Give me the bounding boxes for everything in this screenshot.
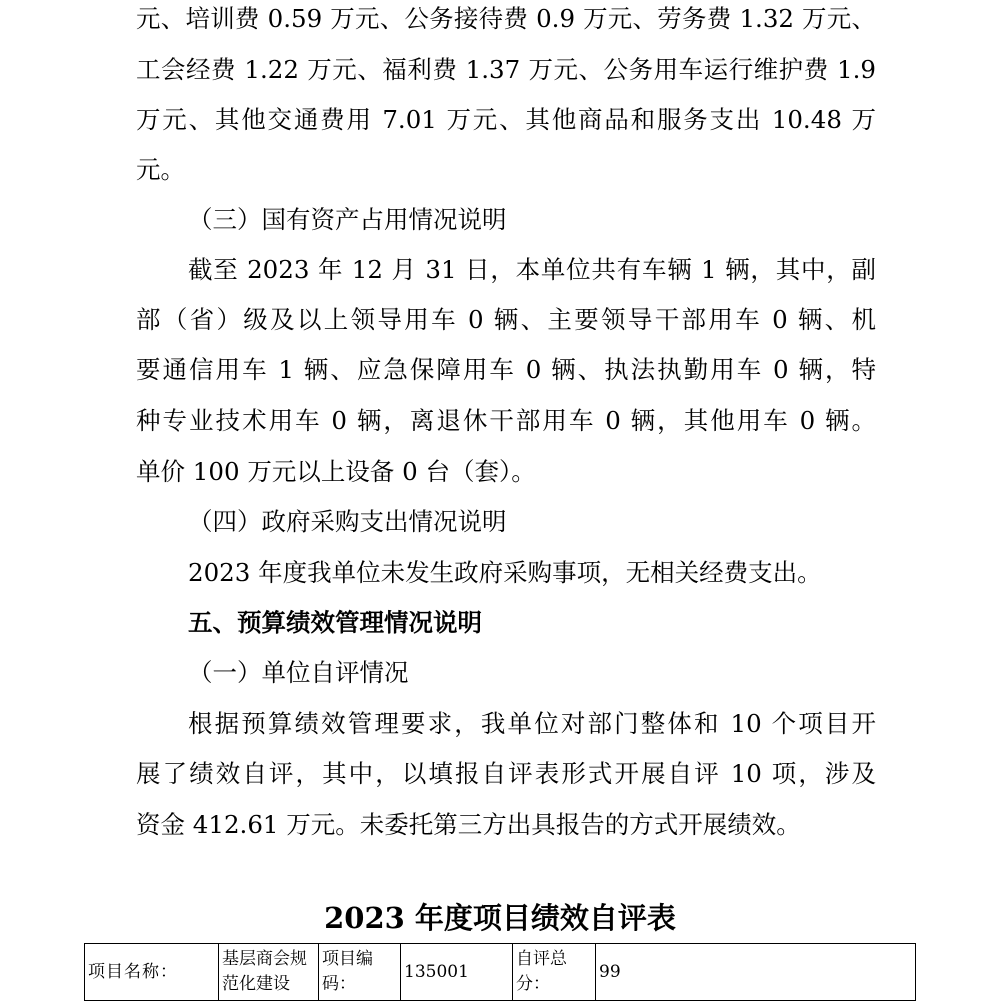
paragraph-line: 资金 412.61 万元。未委托第三方出具报告的方式开展绩效。: [136, 810, 801, 839]
paragraph-line: 元。: [136, 155, 185, 184]
paragraph-line: 要通信用车 1 辆、应急保障用车 0 辆、执法执勤用车 0 辆，特: [136, 355, 876, 384]
project-score-table: [84, 943, 916, 1001]
section-heading: 五、预算绩效管理情况说明: [188, 608, 482, 637]
self-score-value: 99: [596, 944, 916, 1001]
paragraph-line: 展了绩效自评，其中，以填报自评表形式开展自评 10 项，涉及: [136, 759, 876, 788]
section-heading: （三）国有资产占用情况说明: [188, 205, 507, 234]
table-title: 2023 年度项目绩效自评表: [324, 901, 676, 935]
section-heading: （四）政府采购支出情况说明: [188, 507, 507, 536]
paragraph-line: 2023 年度我单位未发生政府采购事项，无相关经费支出。: [188, 558, 822, 587]
self-score-label: 自评总分：: [513, 944, 596, 1001]
paragraph-line: 单价 100 万元以上设备 0 台（套）。: [136, 457, 536, 486]
paragraph-line: 工会经费 1.22 万元、福利费 1.37 万元、公务用车运行维护费 1.9: [136, 55, 876, 84]
paragraph-line: 种专业技术用车 0 辆，离退休干部用车 0 辆，其他用车 0 辆。: [136, 406, 876, 435]
paragraph-line: 根据预算绩效管理要求，我单位对部门整体和 10 个项目开: [188, 709, 876, 738]
project-name-label: 项目名称：: [85, 944, 219, 1001]
project-code-label: 项目编码：: [319, 944, 401, 1001]
paragraph-line: 部（省）级及以上领导用车 0 辆、主要领导干部用车 0 辆、机: [136, 305, 876, 334]
table-row: [85, 944, 916, 1001]
paragraph-line: 万元、其他交通费用 7.01 万元、其他商品和服务支出 10.48 万: [136, 105, 876, 134]
project-name-value: 基层商会规范化建设: [219, 944, 319, 1001]
project-code-value: 135001: [401, 944, 513, 1001]
sub-heading: （一）单位自评情况: [188, 658, 409, 687]
paragraph-line: 元、培训费 0.59 万元、公务接待费 0.9 万元、劳务费 1.32 万元、: [136, 4, 876, 33]
paragraph-line: 截至 2023 年 12 月 31 日，本单位共有车辆 1 辆，其中，副: [188, 255, 876, 284]
